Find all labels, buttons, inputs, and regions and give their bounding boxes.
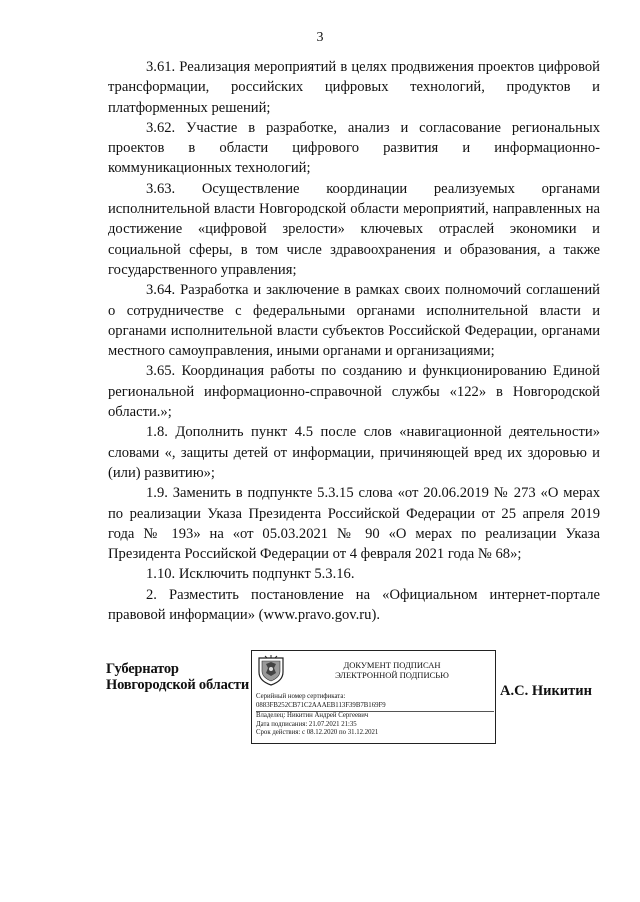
paragraph-3-61: 3.61. Реализация мероприятий в целях продвижения проектов цифровой трансформации, российских цифровых технологий, продуктов и платформенных решений; [108,59,600,116]
stamp-cert-number: 0883FB252CB71C2AAAEB113F39B7B169F9 [256,701,386,709]
paragraph-3-65: 3.65. Координация работы по созданию и функционированию Единой региональной информационно-справочной службы «122» в Новгородской области.»; [108,363,600,421]
paragraph-3-64: 3.64. Разработка и заключение в рамках своих полномочий соглашений о сотрудничестве с федеральными органами исполнительной власти и органами исполнительной власти субъектов Российской Федерации, органами местного самоуправления, иными органами и организациями; [108,282,600,360]
stamp-signed-date: Дата подписания: 21.07.2021 21:35 [256,720,357,728]
stamp-details [256,693,494,738]
stamp-header [292,660,492,680]
document-body [108,57,600,625]
stamp-cert-label: Серийный номер сертификата: [256,693,346,700]
signatory-title-line1: Губернатор [106,661,179,677]
stamp-header-line2: ЭЛЕКТРОННОЙ ПОДПИСЬЮ [335,670,449,680]
electronic-signature-stamp [251,650,496,744]
stamp-header-line1: ДОКУМЕНТ ПОДПИСАН [343,660,441,670]
paragraph-2: 2. Разместить постановление на «Официальном интернет-портале правовой информации» (www.pravo.gov.ru). [108,586,600,624]
paragraph-3-62: 3.62. Участие в разработке, анализ и согласование региональных проектов в области цифрового развития и информационно-коммуникационных технологий; [108,119,600,177]
signatory-name: А.С. Никитин [500,683,592,699]
paragraph-1-9: 1.9. Заменить в подпункте 5.3.15 слова «от 20.06.2019 № 273 «О мерах по реализации Указа Президента Российской Федерации от 25 апреля 2019 года № 193» на «от 05.03.2021 № 90 «О мерах по реализации Указа Президента Российской Федерации от 4 февраля 2021 года № 68»; [108,485,600,563]
stamp-validity: Срок действия: с 08.12.2020 по 31.12.2021 [256,729,379,737]
stamp-owner: Владелец: Никитин Андрей Сергеевич [256,712,369,720]
page-number: 3 [316,30,324,45]
paragraph-1-8: 1.8. Дополнить пункт 4.5 после слов «навигационной деятельности» словами «, защиты детей от информации, причиняющей вред их здоровью и (или) развитию»; [108,424,600,481]
paragraph-3-63: 3.63. Осуществление координации реализуемых органами исполнительной власти Новгородской области мероприятий, направленных на достижение «цифровой зрелости» ключевых отраслей экономики и социальной сферы, в том числе здравоохранения и образования, а также государственного управления; [108,180,600,278]
coat-of-arms-icon [257,655,285,686]
signatory-title-line2: Новгородской области [106,677,249,693]
signatory-title [106,661,249,693]
paragraph-1-10: 1.10. Исключить подпункт 5.3.16. [146,566,355,583]
